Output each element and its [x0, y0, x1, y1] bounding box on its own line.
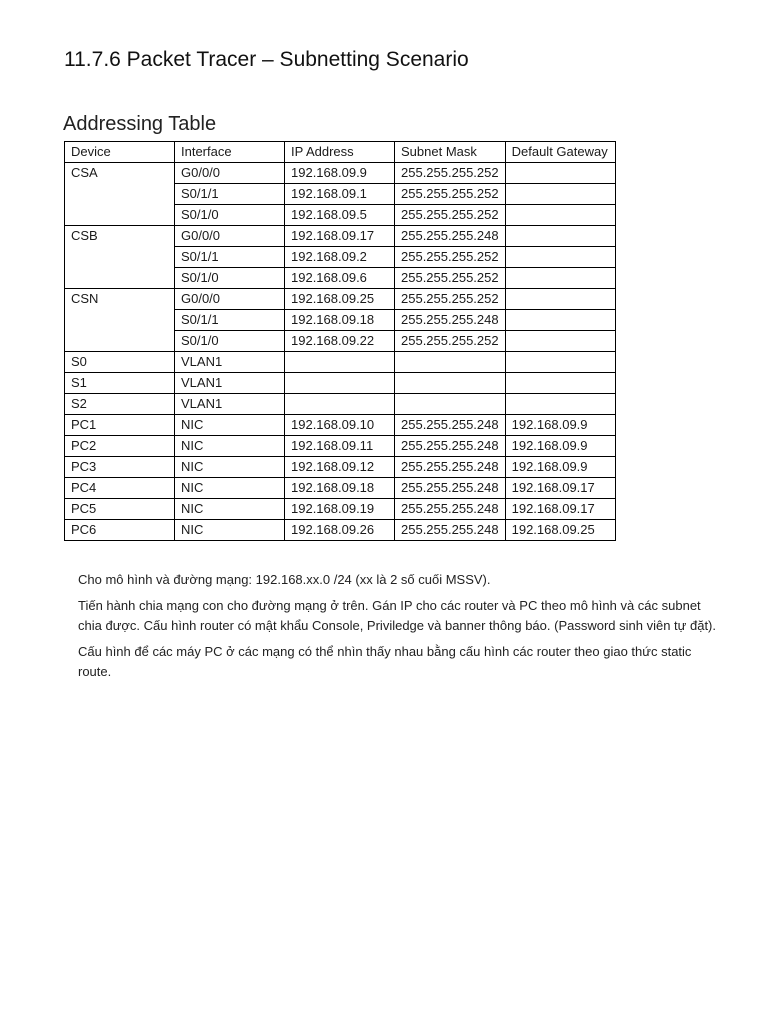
subnet-mask-cell	[395, 373, 506, 394]
interface-cell: VLAN1	[175, 373, 285, 394]
default-gateway-cell: 192.168.09.17	[505, 478, 615, 499]
device-cell: PC5	[65, 499, 175, 520]
ip-address-cell: 192.168.09.19	[285, 499, 395, 520]
subnet-mask-cell: 255.255.255.252	[395, 289, 506, 310]
device-cell: CSA	[65, 163, 175, 226]
table-header-row	[65, 142, 616, 163]
instruction-paragraph: Tiến hành chia mạng con cho đường mạng ở trên. Gán IP cho các router và PC theo mô hình và các subnet chia được. Cấu hình router có mật khẩu Console, Priviledge và banner thông báo. (Password sinh viên tự đặt).	[78, 598, 716, 633]
interface-cell: S0/1/0	[175, 268, 285, 289]
default-gateway-cell: 192.168.09.9	[505, 457, 615, 478]
subnet-mask-cell: 255.255.255.252	[395, 184, 506, 205]
interface-cell: S0/1/0	[175, 331, 285, 352]
device-cell: CSN	[65, 289, 175, 352]
subnet-mask-cell: 255.255.255.248	[395, 520, 506, 541]
header-device: Device	[65, 142, 175, 163]
default-gateway-cell	[505, 163, 615, 184]
addressing-table	[64, 141, 616, 541]
device-cell: CSB	[65, 226, 175, 289]
table-row	[65, 457, 616, 478]
default-gateway-cell	[505, 247, 615, 268]
interface-cell: S0/1/1	[175, 247, 285, 268]
table-row	[65, 478, 616, 499]
table-row	[65, 520, 616, 541]
subnet-mask-cell	[395, 352, 506, 373]
table-row	[65, 415, 616, 436]
interface-cell: S0/1/0	[175, 205, 285, 226]
default-gateway-cell: 192.168.09.17	[505, 499, 615, 520]
table-row	[65, 163, 616, 184]
default-gateway-cell	[505, 373, 615, 394]
default-gateway-cell	[505, 226, 615, 247]
default-gateway-cell	[505, 268, 615, 289]
ip-address-cell: 192.168.09.26	[285, 520, 395, 541]
interface-cell: S0/1/1	[175, 184, 285, 205]
ip-address-cell: 192.168.09.6	[285, 268, 395, 289]
instructions	[78, 570, 728, 688]
device-cell: PC4	[65, 478, 175, 499]
interface-cell: VLAN1	[175, 394, 285, 415]
ip-address-cell: 192.168.09.11	[285, 436, 395, 457]
default-gateway-cell	[505, 394, 615, 415]
device-cell: PC6	[65, 520, 175, 541]
header-default-gateway: Default Gateway	[505, 142, 615, 163]
ip-address-cell	[285, 394, 395, 415]
instruction-paragraph: Cho mô hình và đường mạng: 192.168.xx.0 /24 (xx là 2 số cuối MSSV).	[78, 572, 491, 587]
subnet-mask-cell: 255.255.255.248	[395, 415, 506, 436]
subnet-mask-cell: 255.255.255.252	[395, 163, 506, 184]
ip-address-cell: 192.168.09.12	[285, 457, 395, 478]
interface-cell: NIC	[175, 478, 285, 499]
subnet-mask-cell: 255.255.255.252	[395, 247, 506, 268]
header-ip-address: IP Address	[285, 142, 395, 163]
interface-cell: G0/0/0	[175, 163, 285, 184]
ip-address-cell	[285, 352, 395, 373]
instruction-paragraph: Cấu hình để các máy PC ở các mạng có thể nhìn thấy nhau bằng cấu hình các router theo giao thức static route.	[78, 644, 692, 679]
default-gateway-cell	[505, 289, 615, 310]
table-body	[65, 163, 616, 541]
subnet-mask-cell: 255.255.255.252	[395, 205, 506, 226]
subnet-mask-cell: 255.255.255.252	[395, 268, 506, 289]
table-row	[65, 226, 616, 247]
subnet-mask-cell: 255.255.255.248	[395, 457, 506, 478]
default-gateway-cell	[505, 184, 615, 205]
subnet-mask-cell: 255.255.255.248	[395, 499, 506, 520]
interface-cell: S0/1/1	[175, 310, 285, 331]
default-gateway-cell	[505, 331, 615, 352]
ip-address-cell: 192.168.09.22	[285, 331, 395, 352]
interface-cell: NIC	[175, 457, 285, 478]
default-gateway-cell: 192.168.09.25	[505, 520, 615, 541]
ip-address-cell	[285, 373, 395, 394]
ip-address-cell: 192.168.09.25	[285, 289, 395, 310]
subnet-mask-cell: 255.255.255.248	[395, 226, 506, 247]
interface-cell: G0/0/0	[175, 289, 285, 310]
subnet-mask-cell: 255.255.255.248	[395, 436, 506, 457]
ip-address-cell: 192.168.09.18	[285, 478, 395, 499]
header-subnet-mask: Subnet Mask	[395, 142, 506, 163]
ip-address-cell: 192.168.09.2	[285, 247, 395, 268]
table-row	[65, 289, 616, 310]
page-title: 11.7.6 Packet Tracer – Subnetting Scenario	[64, 48, 469, 71]
device-cell: S1	[65, 373, 175, 394]
interface-cell: G0/0/0	[175, 226, 285, 247]
ip-address-cell: 192.168.09.5	[285, 205, 395, 226]
device-cell: S0	[65, 352, 175, 373]
section-title: Addressing Table	[63, 113, 217, 135]
default-gateway-cell	[505, 352, 615, 373]
interface-cell: NIC	[175, 520, 285, 541]
default-gateway-cell: 192.168.09.9	[505, 436, 615, 457]
device-cell: PC1	[65, 415, 175, 436]
interface-cell: VLAN1	[175, 352, 285, 373]
subnet-mask-cell	[395, 394, 506, 415]
table-row	[65, 436, 616, 457]
device-cell: S2	[65, 394, 175, 415]
subnet-mask-cell: 255.255.255.248	[395, 478, 506, 499]
ip-address-cell: 192.168.09.9	[285, 163, 395, 184]
device-cell: PC2	[65, 436, 175, 457]
table-row	[65, 394, 616, 415]
ip-address-cell: 192.168.09.1	[285, 184, 395, 205]
interface-cell: NIC	[175, 499, 285, 520]
table-row	[65, 352, 616, 373]
subnet-mask-cell: 255.255.255.248	[395, 310, 506, 331]
interface-cell: NIC	[175, 436, 285, 457]
interface-cell: NIC	[175, 415, 285, 436]
default-gateway-cell	[505, 310, 615, 331]
default-gateway-cell: 192.168.09.9	[505, 415, 615, 436]
ip-address-cell: 192.168.09.10	[285, 415, 395, 436]
header-interface: Interface	[175, 142, 285, 163]
ip-address-cell: 192.168.09.17	[285, 226, 395, 247]
subnet-mask-cell: 255.255.255.252	[395, 331, 506, 352]
table-row	[65, 499, 616, 520]
ip-address-cell: 192.168.09.18	[285, 310, 395, 331]
default-gateway-cell	[505, 205, 615, 226]
device-cell: PC3	[65, 457, 175, 478]
table-row	[65, 373, 616, 394]
